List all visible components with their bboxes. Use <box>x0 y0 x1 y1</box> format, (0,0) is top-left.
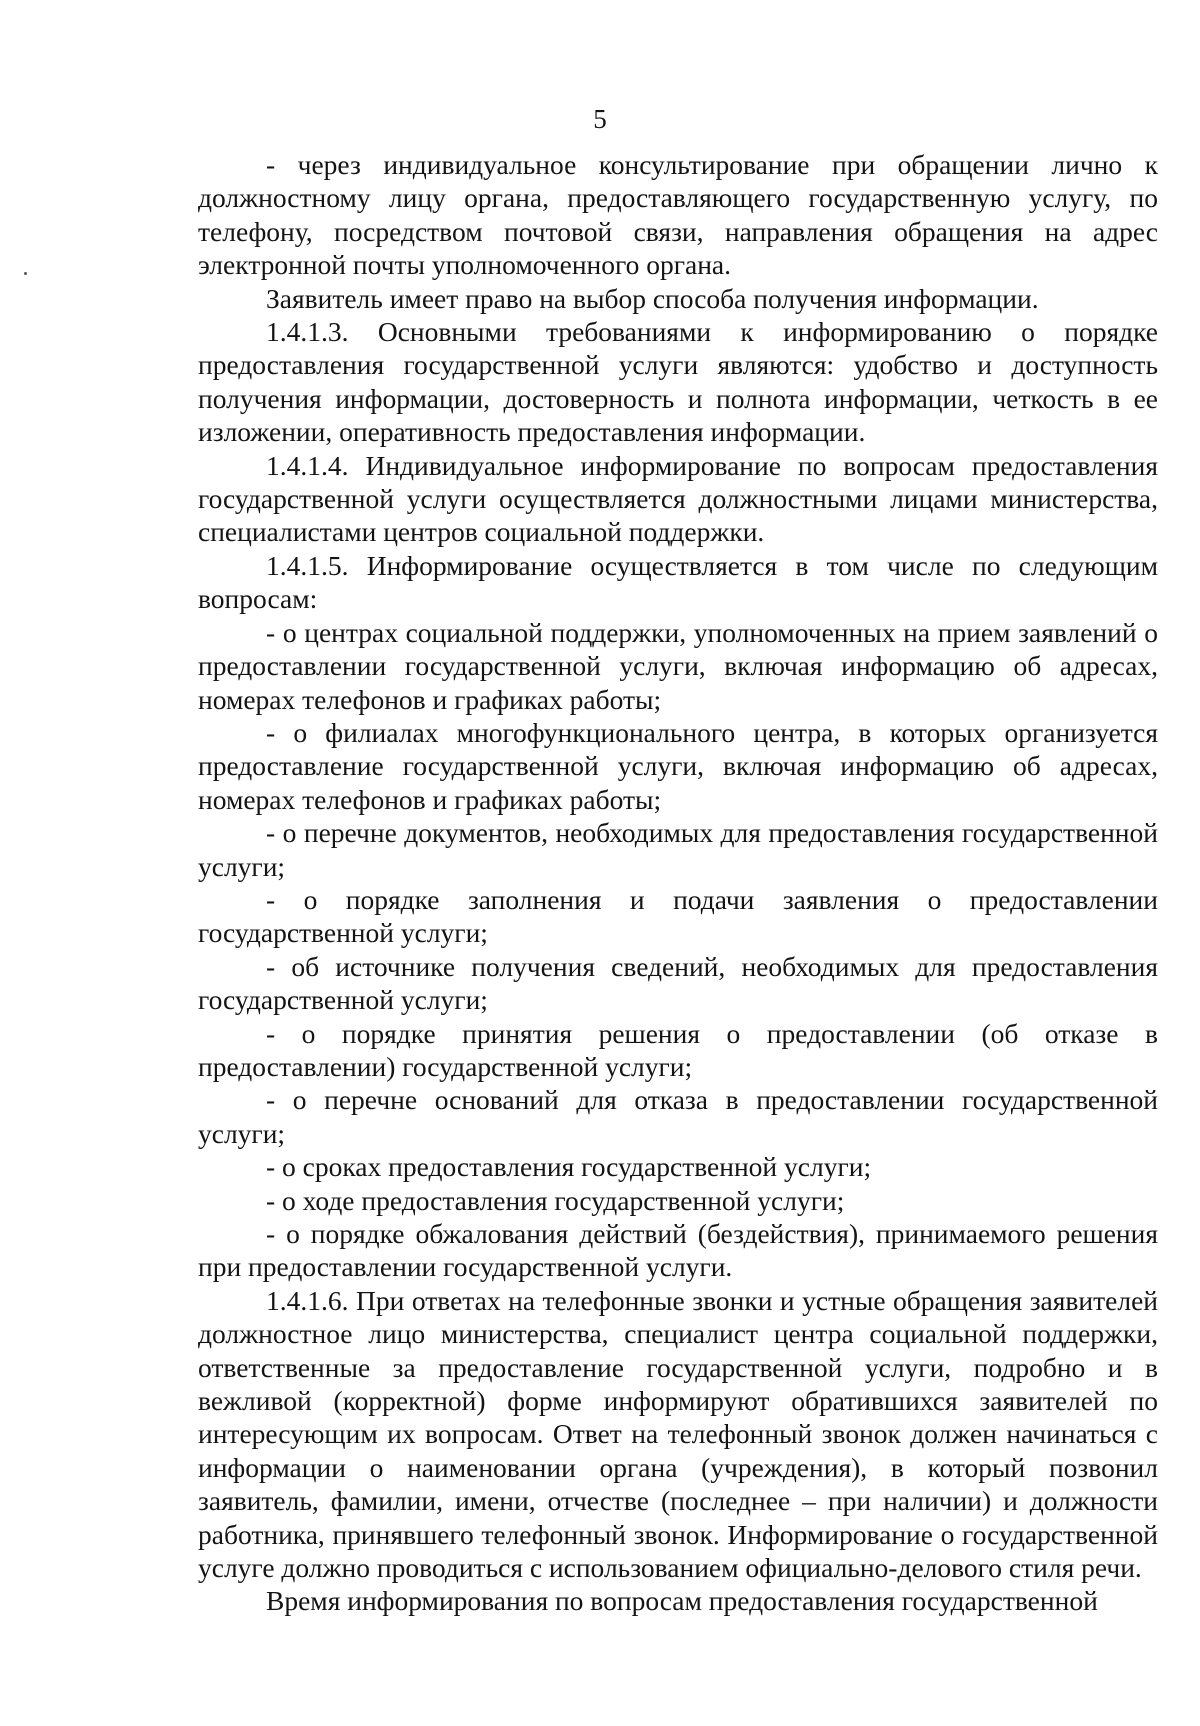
paragraph-consultation-methods: - через индивидуальное консультирование при обращении лично к должностному лицу органа, предоставляющего государственную услугу, по телефону, посредством почтовой связи, направления обращения на адрес электронной почты уполномоченного органа. <box>198 149 1158 281</box>
paragraph-1-4-1-6: 1.4.1.6. При ответах на телефонные звонки и устные обращения заявителей должностное лицо министерства, специалист центра социальной поддержки, ответственные за предоставление государственной услуги, подробно и в вежливой (корректной) форме информируют обратившихся заявителей по интересующим их вопросам. Ответ на телефонный звонок должен начинаться с информации о наименовании органа (учреждения), в который позвонил заявитель, фамилии, имени, отчестве (последнее – при наличии) и должности работника, принявшего телефонный звонок. Информирование о государственной услуге должно проводиться с использованием официально-делового стиля речи. <box>198 1284 1158 1584</box>
list-item-application-procedure: - о порядке заполнения и подачи заявления о предоставлении государственной услуги; <box>198 883 1158 949</box>
list-item-documents: - о перечне документов, необходимых для предоставления государственной услуги; <box>198 817 1158 882</box>
paragraph-information-time: Время информирования по вопросам предоставления государственной <box>266 1585 1098 1617</box>
list-item-terms: - о сроках предоставления государственной услуги; <box>266 1151 872 1183</box>
list-item-mfc-branches: - о филиалах многофункционального центра, в которых организуется предоставление государственной услуги, включая информацию об адресах, номерах телефонов и графиках работы; <box>198 716 1158 815</box>
page-number: 5 <box>593 104 607 134</box>
list-item-information-source: - об источнике получения сведений, необходимых для предоставления государственной услуги; <box>198 950 1158 1016</box>
list-item-appeal: - о порядке обжалования действий (бездействия), принимаемого решения при предоставлении государственной услуги. <box>198 1218 1158 1283</box>
paragraph-applicant-right: Заявитель имеет право на выбор способа получения информации. <box>266 282 1039 314</box>
list-item-refusal-grounds: - о перечне оснований для отказа в предоставлении государственной услуги; <box>198 1084 1158 1149</box>
paragraph-1-4-1-5: 1.4.1.5. Информирование осуществляется в том числе по следующим вопросам: <box>198 549 1158 615</box>
list-item-decision-procedure: - о порядке принятия решения о предоставлении (об отказе в предоставлении) государственной услуги; <box>198 1017 1158 1082</box>
paragraph-1-4-1-4: 1.4.1.4. Индивидуальное информирование по вопросам предоставления государственной услуги осуществляется должностными лицами министерства, специалистами центров социальной поддержки. <box>198 449 1158 548</box>
scan-speck <box>24 272 27 275</box>
list-item-progress: - о ходе предоставления государственной услуги; <box>266 1184 845 1216</box>
list-item-social-centers: - о центрах социальной поддержки, уполномоченных на прием заявлений о предоставлении государственной услуги, включая информацию об адресах, номерах телефонов и графиках работы; <box>198 616 1158 715</box>
paragraph-1-4-1-3: 1.4.1.3. Основными требованиями к информированию о порядке предоставления государственной услуги являются: удобство и доступность получения информации, достоверность и полнота информации, четкость в ее изложении, оперативность предоставления информации. <box>198 316 1158 448</box>
document-body <box>198 148 1158 1618</box>
